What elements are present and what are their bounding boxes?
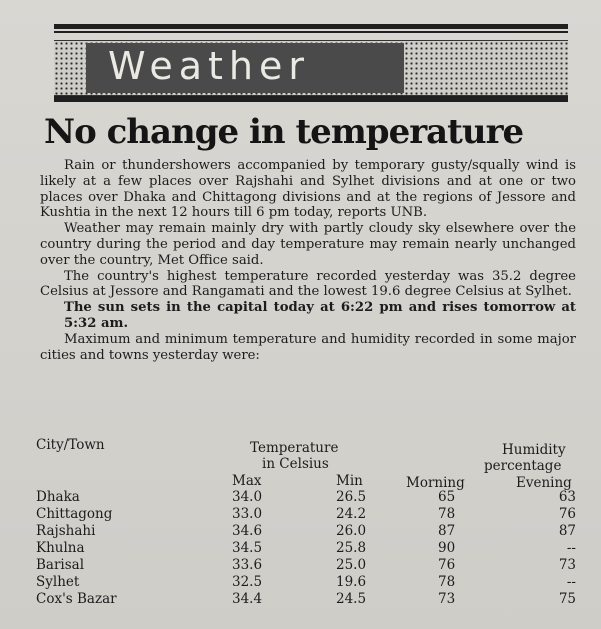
table-row	[36, 523, 576, 539]
city-cell: Khulna	[36, 540, 85, 556]
max-cell: 33.6	[232, 557, 263, 573]
paragraph: Rain or thundershowers accompanied by temporary gusty/squally wind is likely at a few places over Rajshahi and Sylhet divisions and at one or two places over Dhaka and Chittagong divisions and at the regions of Jessore and Kushtia in the next 12 hours till 6 pm today, reports UNB.	[40, 158, 576, 221]
sub-morning-header: Morning	[406, 475, 465, 491]
section-title: Weather	[108, 44, 310, 88]
min-cell: 26.0	[336, 523, 367, 539]
col-temp-header-1: Temperature	[250, 440, 339, 456]
table-row	[36, 506, 576, 522]
evening-cell: 87	[558, 523, 576, 539]
min-cell: 26.5	[336, 489, 367, 505]
table-row	[36, 489, 576, 505]
sub-max-header: Max	[232, 473, 262, 489]
max-cell: 34.6	[232, 523, 263, 539]
table-row	[36, 591, 576, 607]
min-cell: 24.2	[336, 506, 367, 522]
max-cell: 34.0	[232, 489, 263, 505]
morning-cell: 76	[438, 557, 456, 573]
paragraph: Maximum and minimum temperature and humidity recorded in some major cities and towns yesterday were:	[40, 331, 576, 363]
evening-cell: 76	[558, 506, 576, 522]
max-cell: 34.4	[232, 591, 263, 607]
table-row	[36, 557, 576, 573]
morning-cell: 87	[438, 523, 456, 539]
city-cell: Sylhet	[36, 574, 80, 590]
city-cell: Dhaka	[36, 489, 80, 505]
max-cell: 32.5	[232, 574, 263, 590]
col-hum-header-1: Humidity	[502, 442, 566, 458]
table-row	[36, 574, 576, 590]
evening-cell: 75	[558, 591, 576, 607]
morning-cell: 90	[438, 540, 456, 556]
col-city-header: City/Town	[36, 437, 105, 453]
evening-cell: 73	[558, 557, 576, 573]
sub-evening-header: Evening	[516, 475, 572, 491]
max-cell: 33.0	[232, 506, 263, 522]
paragraph: Weather may remain mainly dry with partly cloudy sky elsewhere over the country during the period and day temperature may remain nearly unchanged over the country, Met Office said.	[40, 221, 576, 268]
morning-cell: 78	[438, 506, 456, 522]
city-cell: Chittagong	[36, 506, 113, 522]
table-row	[36, 540, 576, 556]
paragraph: The country's highest temperature recorded yesterday was 35.2 degree Celsius at Jessore and Rangamati and the lowest 19.6 degree Celsius at Sylhet.	[40, 268, 576, 300]
morning-cell: 73	[438, 591, 456, 607]
min-cell: 25.0	[336, 557, 367, 573]
top-rule-thin	[54, 31, 568, 33]
city-cell: Rajshahi	[36, 523, 96, 539]
morning-cell: 78	[438, 574, 456, 590]
city-cell: Barisal	[36, 557, 85, 573]
col-hum-header-2: percentage	[484, 458, 562, 474]
morning-cell: 65	[438, 489, 456, 505]
sub-min-header: Min	[336, 473, 363, 489]
city-cell: Cox's Bazar	[36, 591, 117, 607]
paragraph-bold: The sun sets in the capital today at 6:22 pm and rises tomorrow at 5:32 am.	[64, 300, 576, 331]
evening-cell: --	[566, 574, 576, 590]
bottom-rule	[54, 96, 568, 102]
article-body	[40, 158, 576, 363]
col-temp-header-2: in Celsius	[262, 456, 329, 472]
min-cell: 19.6	[336, 574, 367, 590]
max-cell: 34.5	[232, 540, 263, 556]
top-rule	[54, 24, 568, 29]
evening-cell: --	[566, 540, 576, 556]
headline: No change in temperature	[44, 112, 524, 152]
min-cell: 24.5	[336, 591, 367, 607]
min-cell: 25.8	[336, 540, 367, 556]
evening-cell: 63	[558, 489, 576, 505]
section-banner	[54, 40, 568, 96]
